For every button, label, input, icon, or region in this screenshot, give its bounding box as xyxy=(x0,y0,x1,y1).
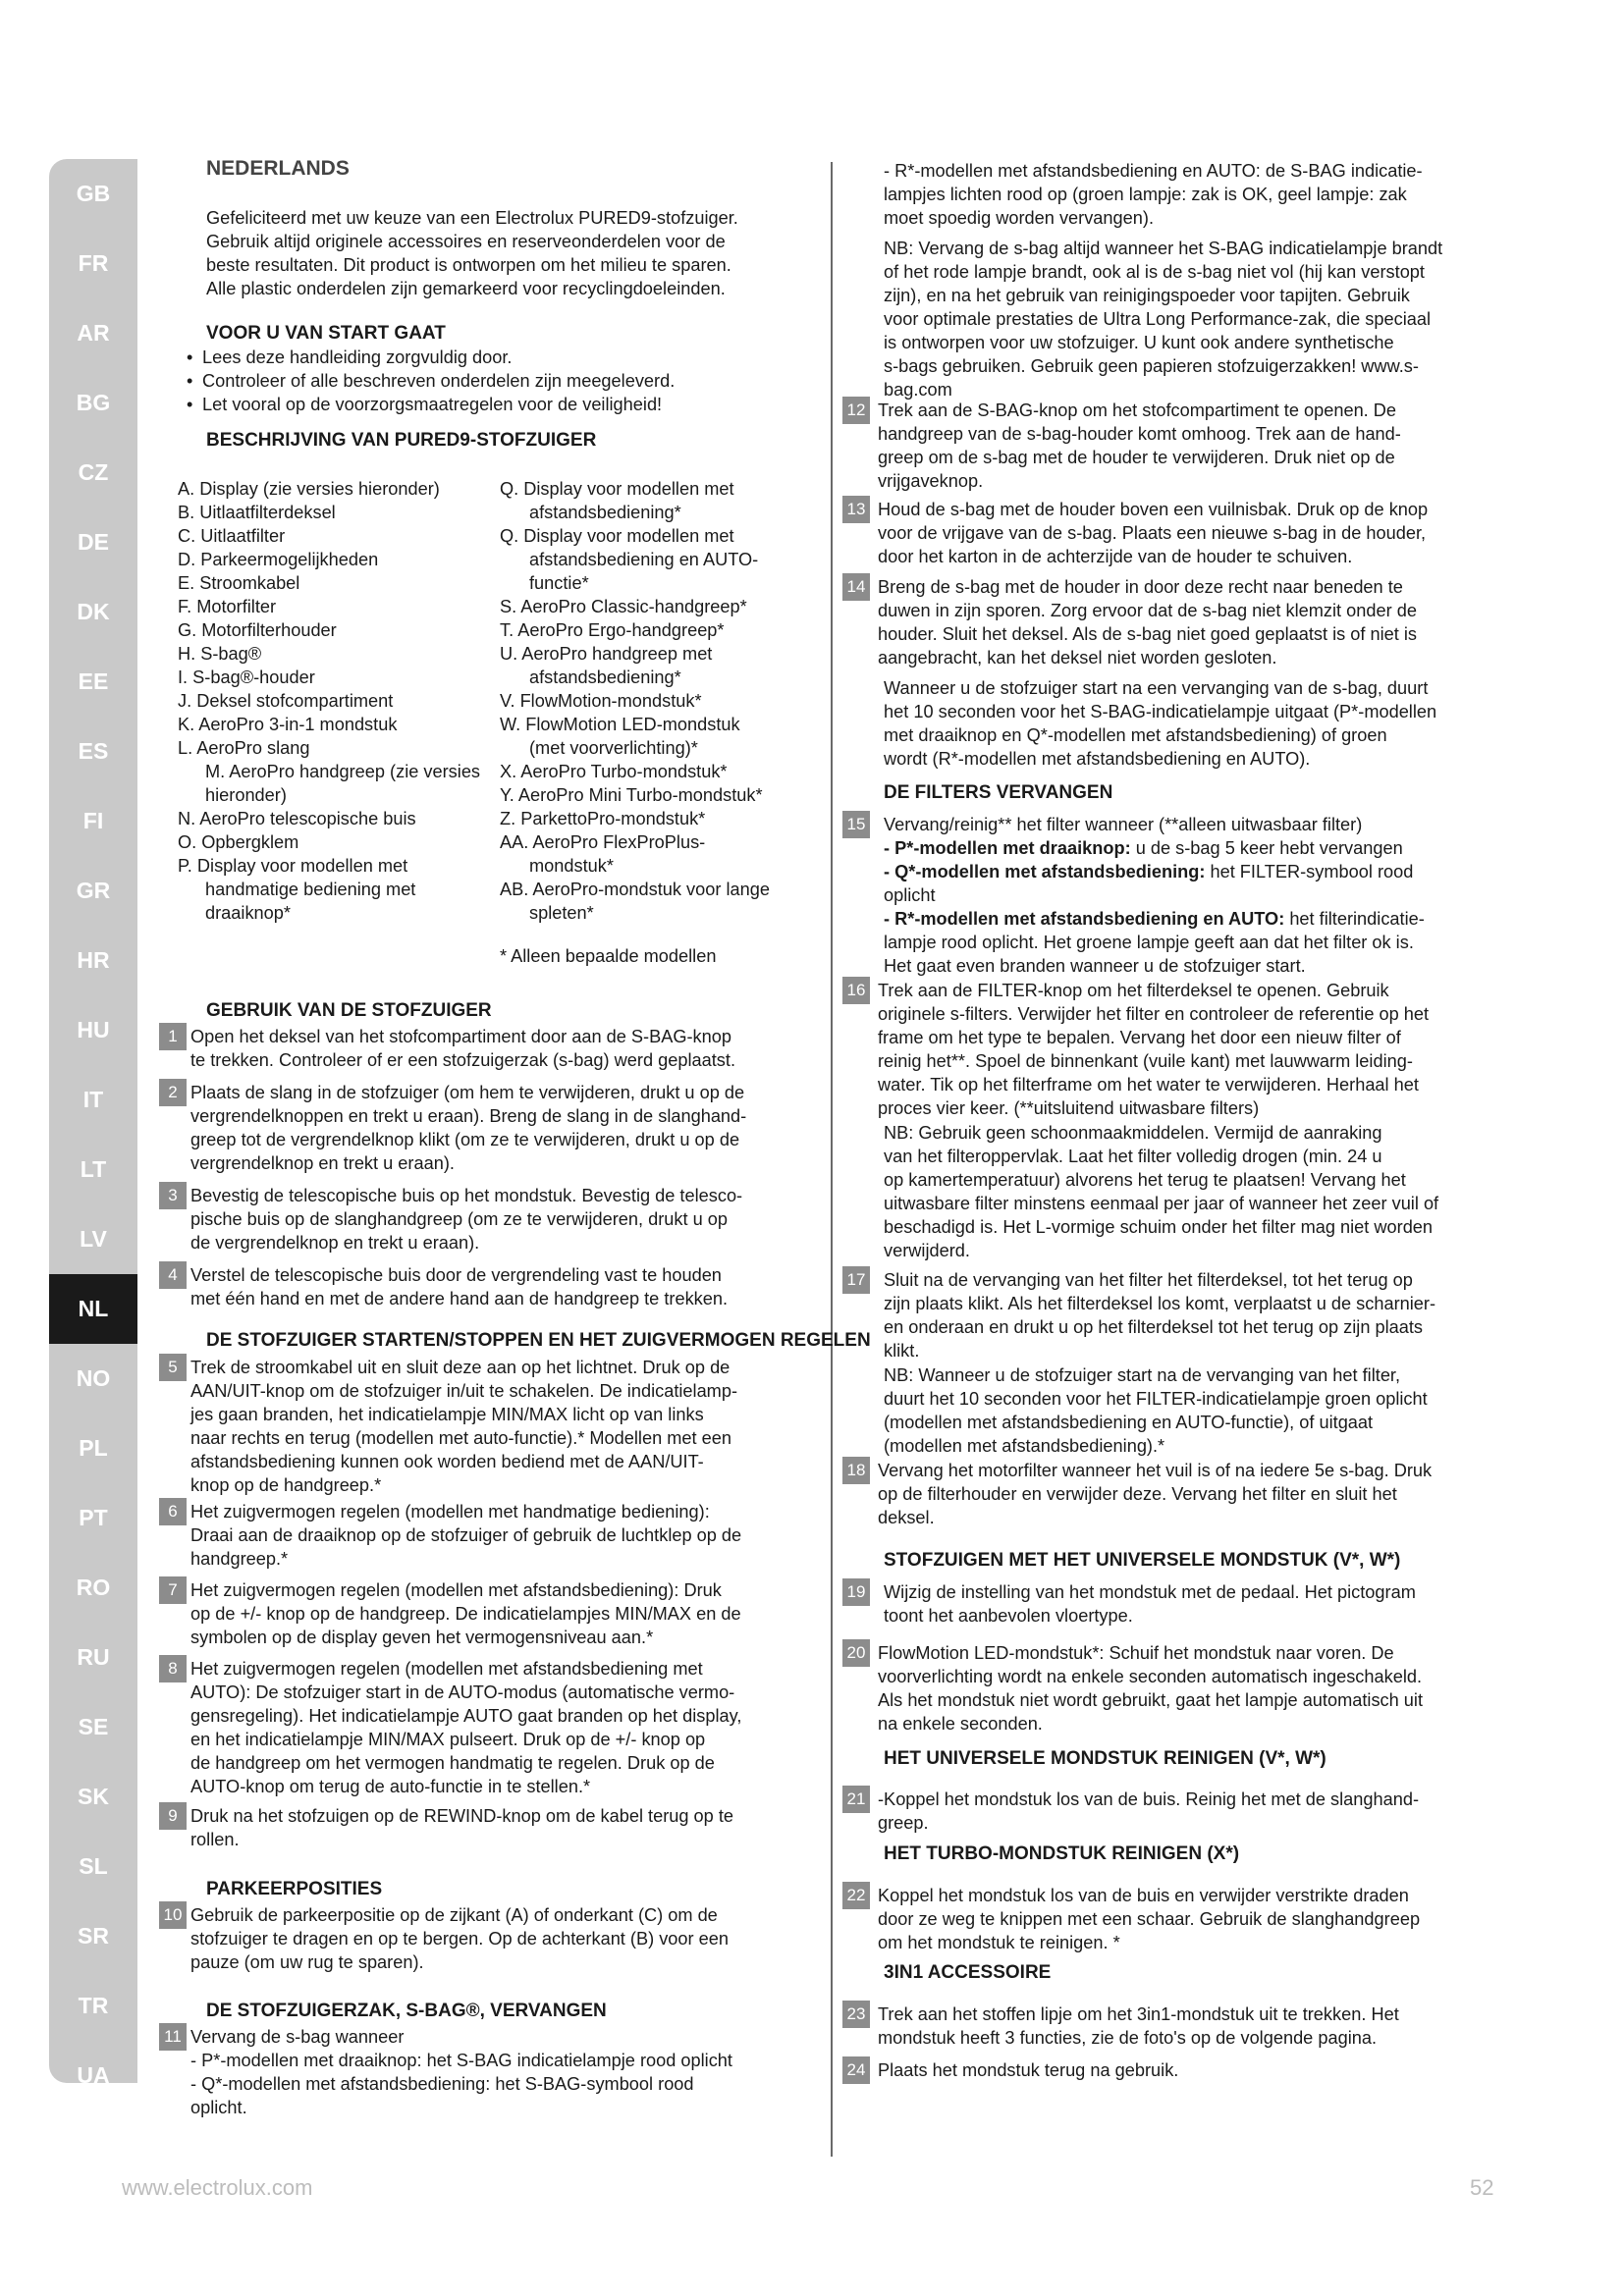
step-line: Breng de s-bag met de houder in door deze recht naar beneden te xyxy=(878,577,1403,597)
step-line: Gebruik de parkeerpositie op de zijkant (A) of onderkant (C) om de xyxy=(190,1905,718,1925)
language-tab-hr[interactable]: HR xyxy=(77,947,110,973)
step-text xyxy=(878,1788,1506,1835)
language-tab-nl[interactable]: NL xyxy=(49,1274,137,1344)
language-tab-dk[interactable]: DK xyxy=(77,599,110,624)
step-line: Wijzig de instelling van het mondstuk met de pedaal. Het pictogram xyxy=(884,1582,1416,1602)
step-line: reinig het**. Spoel de binnenkant (vuile kant) met lauwwarm leiding- xyxy=(878,1051,1413,1071)
step-line xyxy=(884,860,1502,883)
step-number: 14 xyxy=(842,573,870,601)
part-item: hieronder) xyxy=(205,785,287,805)
step-text xyxy=(190,1657,799,1798)
intro-line: Alle plastic onderdelen zijn gemarkeerd voor recyclingdoeleinden. xyxy=(206,279,726,298)
language-tab-sr[interactable]: SR xyxy=(78,1923,109,1949)
parking-heading: PARKEERPOSITIES xyxy=(206,1879,383,1899)
step-line xyxy=(884,907,1502,931)
step-text xyxy=(878,1884,1506,1954)
before-start-list xyxy=(183,346,675,416)
step-text xyxy=(190,1081,799,1175)
step-line: - Q*-modellen met afstandsbediening: het S-BAG-symbool rood xyxy=(190,2074,694,2094)
step-line: handgreep.* xyxy=(190,1549,289,1569)
part-item: I. S-bag®-houder xyxy=(178,667,315,687)
step-line: Draai aan de draaiknop op de stofzuiger of gebruik de luchtklep op de xyxy=(190,1525,742,1545)
step-number: 4 xyxy=(159,1261,187,1289)
step-line-detail: het filterindicatie- xyxy=(1284,909,1425,929)
step-line: zijn plaats klikt. Als het filterdeksel los komt, verplaatst u de scharnier- xyxy=(884,1294,1436,1313)
part-item: O. Opbergklem xyxy=(178,832,299,852)
text-line: of het rode lampje brandt, ook al is de s-bag niet vol (hij kan verstopt xyxy=(884,262,1425,282)
part-item: Q. Display voor modellen met xyxy=(500,526,734,546)
language-tab-sl[interactable]: SL xyxy=(79,1853,108,1879)
step-line: oplicht xyxy=(884,885,936,905)
step-text xyxy=(878,498,1506,568)
step-number: 19 xyxy=(842,1578,870,1606)
part-item: P. Display voor modellen met xyxy=(178,856,408,876)
step-number: 3 xyxy=(159,1182,187,1209)
part-item: G. Motorfilterhouder xyxy=(178,620,337,640)
description-heading: BESCHRIJVING VAN PURED9-STOFZUIGER xyxy=(206,430,597,451)
step-line: greep tot de vergrendelknop klikt (om ze te verwijderen, drukt u op de xyxy=(190,1130,740,1149)
sbag-note xyxy=(884,237,1442,401)
step-line: water. Tik op het filterframe om het water te verwijderen. Herhaal het xyxy=(878,1075,1419,1095)
language-tab-lv[interactable]: LV xyxy=(80,1226,107,1252)
step-line: Trek de stroomkabel uit en sluit deze aan op het lichtnet. Druk op de xyxy=(190,1358,731,1377)
step-text xyxy=(878,399,1506,493)
step-line: Houd de s-bag met de houder boven een vuilnisbak. Druk op de knop xyxy=(878,500,1429,519)
step-line: AUTO-knop om terug de auto-functie in te stellen.* xyxy=(190,1777,591,1796)
clean-turbo-heading: HET TURBO-MONDSTUK REINIGEN (X*) xyxy=(884,1843,1240,1864)
step-number: 1 xyxy=(159,1023,187,1050)
start-stop-heading: DE STOFZUIGER STARTEN/STOPPEN EN HET ZUIGVERMOGEN REGELEN xyxy=(206,1330,871,1351)
part-item: J. Deksel stofcompartiment xyxy=(178,691,394,711)
step-line: met één hand en met de andere hand aan de handgreep te trekken. xyxy=(190,1289,729,1308)
part-item: afstandsbediening* xyxy=(529,667,681,687)
step-line: knop op de handgreep.* xyxy=(190,1475,382,1495)
step-line: aangebracht, kan het deksel niet worden gesloten. xyxy=(878,648,1277,667)
step-line: Verstel de telescopische buis door de vergrendeling vast te houden xyxy=(190,1265,722,1285)
step-line: duwen in zijn sporen. Zorg ervoor dat de s-bag niet klemzit onder de xyxy=(878,601,1417,620)
step-line: -Koppel het mondstuk los van de buis. Reinig het met de slanghand- xyxy=(878,1789,1420,1809)
step-line: naar rechts en terug (modellen met auto-functie).* Modellen met een xyxy=(190,1428,731,1448)
step-line: greep om de s-bag met de houder te verwijderen. Druk niet op de xyxy=(878,448,1395,467)
step-number: 15 xyxy=(842,811,870,838)
step-line: na enkele seconden. xyxy=(878,1714,1043,1734)
language-tab-gb[interactable]: GB xyxy=(76,181,111,206)
step-line: AAN/UIT-knop om de stofzuiger in/uit te schakelen. De indicatielamp- xyxy=(190,1381,738,1401)
part-item: H. S-bag® xyxy=(178,644,262,664)
column-divider xyxy=(831,162,833,2157)
step-line: proces vier keer. (**uitsluitend uitwasbare filters) xyxy=(878,1098,1260,1118)
step-line: greep. xyxy=(878,1813,929,1833)
step-line: Het zuigvermogen regelen (modellen met afstandsbediening met xyxy=(190,1659,703,1679)
step-line: Als het mondstuk niet wordt gebruikt, gaat het lampje automatisch uit xyxy=(878,1690,1424,1710)
models-footnote: * Alleen bepaalde modellen xyxy=(500,946,717,966)
step-number: 11 xyxy=(159,2023,187,2051)
step-line: de handgreep om het vermogen handmatig te regelen. Druk op de xyxy=(190,1753,715,1773)
text-line: met draaiknop en Q*-modellen met afstandsbediening) of groen xyxy=(884,725,1387,745)
step-text xyxy=(190,1903,799,1974)
step-line: Trek aan het stoffen lipje om het 3in1-mondstuk uit te trekken. Het xyxy=(878,2004,1399,2024)
step-number: 12 xyxy=(842,397,870,424)
language-tab-ar[interactable]: AR xyxy=(77,320,110,346)
text-line: - R*-modellen met afstandsbediening en AUTO: de S-BAG indicatie- xyxy=(884,161,1423,181)
text-line: NB: Gebruik geen schoonmaakmiddelen. Vermijd de aanraking xyxy=(884,1123,1382,1143)
intro-line: Gebruik altijd originele accessoires en reserveonderdelen voor de xyxy=(206,232,726,251)
step-line: mondstuk heeft 3 functies, zie de foto's op de volgende pagina. xyxy=(878,2028,1378,2048)
step-number: 18 xyxy=(842,1457,870,1484)
language-tab-es[interactable]: ES xyxy=(78,738,109,764)
step-line: toont het aanbevolen vloertype. xyxy=(884,1606,1133,1626)
part-item: M. AeroPro handgreep (zie versies xyxy=(205,762,481,781)
filter-cleaning-note xyxy=(884,1121,1438,1262)
step-text xyxy=(190,1184,799,1255)
before-start-item: • Lees deze handleiding zorgvuldig door. xyxy=(183,346,675,369)
step-number: 24 xyxy=(842,2056,870,2084)
step-line: Het gaat even branden wanneer u de stofzuiger start. xyxy=(884,956,1306,976)
step-number: 5 xyxy=(159,1354,187,1381)
part-item: afstandsbediening en AUTO- xyxy=(529,550,759,569)
step-line: voorverlichting wordt na enkele seconden automatisch ingeschakeld. xyxy=(878,1667,1423,1686)
part-item: functie* xyxy=(529,573,589,593)
step-15-text xyxy=(884,813,1502,978)
page-number: 52 xyxy=(1470,2175,1494,2200)
text-line: verwijderd. xyxy=(884,1241,970,1260)
step-line: voor de vrijgave van de s-bag. Plaats een nieuwe s-bag in de houder, xyxy=(878,523,1427,543)
text-line: uitwasbare filter minstens eenmaal per jaar of wanneer het zeer vuil of xyxy=(884,1194,1439,1213)
step-number: 7 xyxy=(159,1576,187,1604)
step-line: frame om het type te bepalen. Vervang het door een nieuw filter of xyxy=(878,1028,1401,1047)
part-item: Q. Display voor modellen met xyxy=(500,479,734,499)
language-tab-tr[interactable]: TR xyxy=(78,1993,109,2018)
step-line: jes gaan branden, het indicatielampje MIN/MAX licht op van links xyxy=(190,1405,704,1424)
step-line: Het zuigvermogen regelen (modellen met afstandsbediening): Druk xyxy=(190,1580,722,1600)
step-line: - P*-modellen met draaiknop: het S-BAG indicatielampje rood oplicht xyxy=(190,2051,732,2070)
part-item: Y. AeroPro Mini Turbo-mondstuk* xyxy=(500,785,763,805)
filters-heading: DE FILTERS VERVANGEN xyxy=(884,782,1113,803)
before-start-item: • Let vooral op de voorzorgsmaatregelen voor de veiligheid! xyxy=(183,393,675,416)
step-line-label: - Q*-modellen met afstandsbediening: xyxy=(884,862,1206,881)
part-item: (met voorverlichting)* xyxy=(529,738,698,758)
step-line: de vergrendelknop en trekt u eraan). xyxy=(190,1233,480,1253)
step-line: vergrendelknop en trekt u eraan). xyxy=(190,1153,455,1173)
text-line: is ontworpen voor uw stofzuiger. U kunt ook andere synthetische xyxy=(884,333,1394,352)
part-item: C. Uitlaatfilter xyxy=(178,526,286,546)
text-line: lampjes lichten rood op (groen lampje: zak is OK, geel lampje: zak xyxy=(884,185,1407,204)
part-item: W. FlowMotion LED-mondstuk xyxy=(500,715,740,734)
step-line: door het karton in de achterzijde van de houder te schuiven. xyxy=(878,547,1353,566)
step-number: 2 xyxy=(159,1079,187,1106)
step-number: 17 xyxy=(842,1266,870,1294)
step-line: vrijgaveknop. xyxy=(878,471,984,491)
sbag-restart-note xyxy=(884,676,1436,771)
step-number: 9 xyxy=(159,1802,187,1830)
step-line: deksel. xyxy=(878,1508,935,1527)
step-line-label: - P*-modellen met draaiknop: xyxy=(884,838,1131,858)
part-item: N. AeroPro telescopische buis xyxy=(178,809,416,828)
step-line: originele s-filters. Verwijder het filter en controleer de referentie op het xyxy=(878,1004,1430,1024)
intro-line: Gefeliciteerd met uw keuze van een Electrolux PURED9-stofzuiger. xyxy=(206,208,738,228)
text-line: wordt (R*-modellen met afstandsbediening en AUTO). xyxy=(884,749,1311,769)
text-line: (modellen met afstandsbediening).* xyxy=(884,1436,1165,1456)
step-text xyxy=(884,1580,1512,1628)
step-number: 21 xyxy=(842,1786,870,1813)
step-line: Het zuigvermogen regelen (modellen met handmatige bediening): xyxy=(190,1502,710,1522)
step-line: te trekken. Controleer of er een stofzuigerzak (s-bag) werd geplaatst. xyxy=(190,1050,735,1070)
bag-replace-heading: DE STOFZUIGERZAK, S-BAG®, VERVANGEN xyxy=(206,2001,607,2021)
step-line: Vervang het motorfilter wanneer het vuil is of na iedere 5e s-bag. Druk xyxy=(878,1461,1433,1480)
text-line: duurt het 10 seconden voor het FILTER-indicatielampje groen oplicht xyxy=(884,1389,1428,1409)
step-text xyxy=(190,2025,799,2119)
part-item: B. Uitlaatfilterdeksel xyxy=(178,503,336,522)
step-text xyxy=(190,1356,799,1497)
step-text xyxy=(878,1459,1506,1529)
step-number: 23 xyxy=(842,2001,870,2028)
language-tab-pl[interactable]: PL xyxy=(79,1435,108,1461)
part-item: Z. ParkettoPro-mondstuk* xyxy=(500,809,706,828)
language-tab-sk[interactable]: SK xyxy=(78,1784,109,1809)
step-text xyxy=(884,1268,1512,1362)
step-text xyxy=(878,1641,1506,1735)
step-line: afstandsbediening kunnen ook worden bediend met de AAN/UIT- xyxy=(190,1452,704,1471)
step-line: en het indicatielampje MIN/MAX pulseert. Druk op de +/- knop op xyxy=(190,1730,706,1749)
part-item: mondstuk* xyxy=(529,856,614,876)
text-line: s-bags gebruiken. Gebruik geen papieren stofzuigerzakken! www.s- xyxy=(884,356,1419,376)
step-line: stofzuiger te dragen en op te bergen. Op de achterkant (B) voor een xyxy=(190,1929,729,1949)
step-text xyxy=(878,2002,1506,2050)
step-line: oplicht. xyxy=(190,2098,247,2117)
step-line: Koppel het mondstuk los van de buis en verwijder verstrikte draden xyxy=(878,1886,1409,1905)
language-sidebar xyxy=(49,159,137,2088)
footer-url: www.electrolux.com xyxy=(122,2175,313,2200)
step-line: pauze (om uw rug te sparen). xyxy=(190,1952,424,1972)
part-item: S. AeroPro Classic-handgreep* xyxy=(500,597,747,616)
part-item: T. AeroPro Ergo-handgreep* xyxy=(500,620,725,640)
text-line: (modellen met afstandsbediening en AUTO-functie), of uitgaat xyxy=(884,1413,1374,1432)
language-tab-lt[interactable]: LT xyxy=(80,1156,107,1182)
language-tab-fr[interactable]: FR xyxy=(78,250,109,276)
step-line: houder. Sluit het deksel. Als de s-bag niet goed geplaatst is of niet is xyxy=(878,624,1418,644)
step-line: symbolen op de display geven het vermogensniveau aan.* xyxy=(190,1628,654,1647)
language-tab-ro[interactable]: RO xyxy=(76,1575,111,1600)
language-tab-ua[interactable]: UA xyxy=(77,2062,110,2088)
text-line: voor optimale prestaties de Ultra Long Performance-zak, die speciaal xyxy=(884,309,1432,329)
text-line: NB: Vervang de s-bag altijd wanneer het S-BAG indicatielampje brandt xyxy=(884,239,1443,258)
step-number: 20 xyxy=(842,1639,870,1667)
language-tab-hu[interactable]: HU xyxy=(77,1017,110,1042)
step-line xyxy=(884,836,1502,860)
step-line: Plaats de slang in de stofzuiger (om hem te verwijderen, drukt u op de xyxy=(190,1083,745,1102)
part-item: E. Stroomkabel xyxy=(178,573,300,593)
part-item: AA. AeroPro FlexProPlus- xyxy=(500,832,706,852)
step-line: Druk na het stofzuigen op de REWIND-knop om de kabel terug op te xyxy=(190,1806,733,1826)
step-text xyxy=(878,2058,1506,2082)
r-models-continuation xyxy=(884,159,1423,230)
language-tab-it[interactable]: IT xyxy=(82,1087,104,1112)
part-item: D. Parkeermogelijkheden xyxy=(178,550,379,569)
clean-universal-heading: HET UNIVERSELE MONDSTUK REINIGEN (V*, W*) xyxy=(884,1748,1326,1769)
language-tab-cz[interactable]: CZ xyxy=(78,459,109,485)
part-item: afstandsbediening* xyxy=(529,503,681,522)
step-line-detail: het FILTER-symbool rood xyxy=(1205,862,1414,881)
step-number: 6 xyxy=(159,1498,187,1525)
step-line: gensregeling). Het indicatielampje AUTO gaat branden op het display, xyxy=(190,1706,742,1726)
language-tab-ru[interactable]: RU xyxy=(77,1644,110,1670)
text-line: Wanneer u de stofzuiger start na een vervanging van de s-bag, duurt xyxy=(884,678,1429,698)
text-line: op kamertemperatuur) alvorens het terug te plaatsen! Vervang het xyxy=(884,1170,1406,1190)
intro-line: beste resultaten. Dit product is ontworpen om het milieu te sparen. xyxy=(206,255,731,275)
text-line: het 10 seconden voor het S-BAG-indicatielampje uitgaat (P*-modellen xyxy=(884,702,1437,721)
step-line: klikt. xyxy=(884,1341,920,1361)
accessory-heading: 3IN1 ACCESSOIRE xyxy=(884,1962,1052,1983)
step-number: 13 xyxy=(842,496,870,523)
text-line: NB: Wanneer u de stofzuiger start na de vervanging van het filter, xyxy=(884,1365,1401,1385)
part-item: U. AeroPro handgreep met xyxy=(500,644,713,664)
before-start-heading: VOOR U VAN START GAAT xyxy=(206,323,446,344)
intro-paragraph xyxy=(206,206,738,300)
step-line: door ze weg te knippen met een schaar. Gebruik de slanghandgreep xyxy=(878,1909,1421,1929)
step-line-detail: u de s-bag 5 keer hebt vervangen xyxy=(1130,838,1403,858)
step-text xyxy=(878,979,1506,1120)
step-line: lampje rood oplicht. Het groene lampje geeft aan dat het filter ok is. xyxy=(884,933,1414,952)
part-item: spleten* xyxy=(529,903,594,923)
language-tab-gr[interactable]: GR xyxy=(76,878,111,903)
step-line-label: - R*-modellen met afstandsbediening en AUTO: xyxy=(884,909,1285,929)
step-number: 22 xyxy=(842,1882,870,1909)
language-tab-no[interactable]: NO xyxy=(76,1365,111,1391)
universal-nozzle-heading: STOFZUIGEN MET HET UNIVERSELE MONDSTUK (V*, W*) xyxy=(884,1550,1401,1571)
text-line: van het filteroppervlak. Laat het filter volledig drogen (min. 24 u xyxy=(884,1147,1382,1166)
step-line: rollen. xyxy=(190,1830,240,1849)
language-tab-de[interactable]: DE xyxy=(78,529,109,555)
step-line: Trek aan de S-BAG-knop om het stofcompartiment te openen. De xyxy=(878,400,1397,420)
step-number: 8 xyxy=(159,1655,187,1682)
step-line: op de +/- knop op de handgreep. De indicatielampjes MIN/MAX en de xyxy=(190,1604,741,1624)
parts-list-left xyxy=(178,477,502,925)
step-text xyxy=(190,1500,799,1571)
step-line: Vervang/reinig** het filter wanneer (**alleen uitwasbaar filter) xyxy=(884,815,1363,834)
parts-list-right xyxy=(500,477,814,925)
step-line: Vervang de s-bag wanneer xyxy=(190,2027,405,2047)
step-text xyxy=(878,575,1506,669)
filter-restart-note xyxy=(884,1363,1428,1458)
language-tab-fi[interactable]: FI xyxy=(82,808,104,833)
step-text xyxy=(190,1263,799,1310)
step-line: Trek aan de FILTER-knop om het filterdeksel te openen. Gebruik xyxy=(878,981,1389,1000)
part-item: draaiknop* xyxy=(205,903,291,923)
part-item: F. Motorfilter xyxy=(178,597,277,616)
language-tab-ee[interactable]: EE xyxy=(78,668,109,694)
step-line: Plaats het mondstuk terug na gebruik. xyxy=(878,2060,1179,2080)
text-line: zijn), en na het gebruik van reinigingspoeder voor tapijten. Gebruik xyxy=(884,286,1410,305)
step-text xyxy=(190,1025,799,1072)
step-number: 10 xyxy=(159,1901,187,1929)
part-item: K. AeroPro 3-in-1 mondstuk xyxy=(178,715,398,734)
part-item: V. FlowMotion-mondstuk* xyxy=(500,691,702,711)
step-text xyxy=(190,1804,799,1851)
usage-heading: GEBRUIK VAN DE STOFZUIGER xyxy=(206,1000,492,1021)
step-line: pische buis op de slanghandgreep (om ze te verwijderen, drukt u op xyxy=(190,1209,728,1229)
language-tab-pt[interactable]: PT xyxy=(79,1505,108,1530)
step-line: Open het deksel van het stofcompartiment door aan de S-BAG-knop xyxy=(190,1027,731,1046)
step-number: 16 xyxy=(842,977,870,1004)
step-line: en onderaan en drukt u op het filterdeksel tot het terug op zijn plaats xyxy=(884,1317,1424,1337)
step-line: handgreep van de s-bag-houder komt omhoog. Trek aan de hand- xyxy=(878,424,1401,444)
before-start-item: • Controleer of alle beschreven onderdelen zijn meegeleverd. xyxy=(183,369,675,393)
part-item: AB. AeroPro-mondstuk voor lange xyxy=(500,880,770,899)
part-item: X. AeroPro Turbo-mondstuk* xyxy=(500,762,728,781)
part-item: handmatige bediening met xyxy=(205,880,416,899)
step-line: AUTO): De stofzuiger start in de AUTO-modus (automatische vermo- xyxy=(190,1682,735,1702)
step-line: om het mondstuk te reinigen. * xyxy=(878,1933,1120,1952)
step-line: vergrendelknoppen en trekt u eraan). Breng de slang in de slanghand- xyxy=(190,1106,747,1126)
part-item: L. AeroPro slang xyxy=(178,738,310,758)
text-line: beschadigd is. Het L-vormige schuim onder het filter mag niet worden xyxy=(884,1217,1434,1237)
text-line: bag.com xyxy=(884,380,952,400)
language-tab-se[interactable]: SE xyxy=(78,1714,109,1739)
step-line: Sluit na de vervanging van het filter het filterdeksel, tot het terug op xyxy=(884,1270,1413,1290)
text-line: moet spoedig worden vervangen). xyxy=(884,208,1154,228)
language-tab-bg[interactable]: BG xyxy=(76,390,111,415)
part-item: A. Display (zie versies hieronder) xyxy=(178,479,440,499)
step-line: Bevestig de telescopische buis op het mondstuk. Bevestig de telesco- xyxy=(190,1186,743,1205)
step-line: FlowMotion LED-mondstuk*: Schuif het mondstuk naar voren. De xyxy=(878,1643,1394,1663)
step-line: op de filterhouder en verwijder deze. Vervang het filter en sluit het xyxy=(878,1484,1397,1504)
step-text xyxy=(190,1578,799,1649)
section-title: NEDERLANDS xyxy=(206,157,350,180)
